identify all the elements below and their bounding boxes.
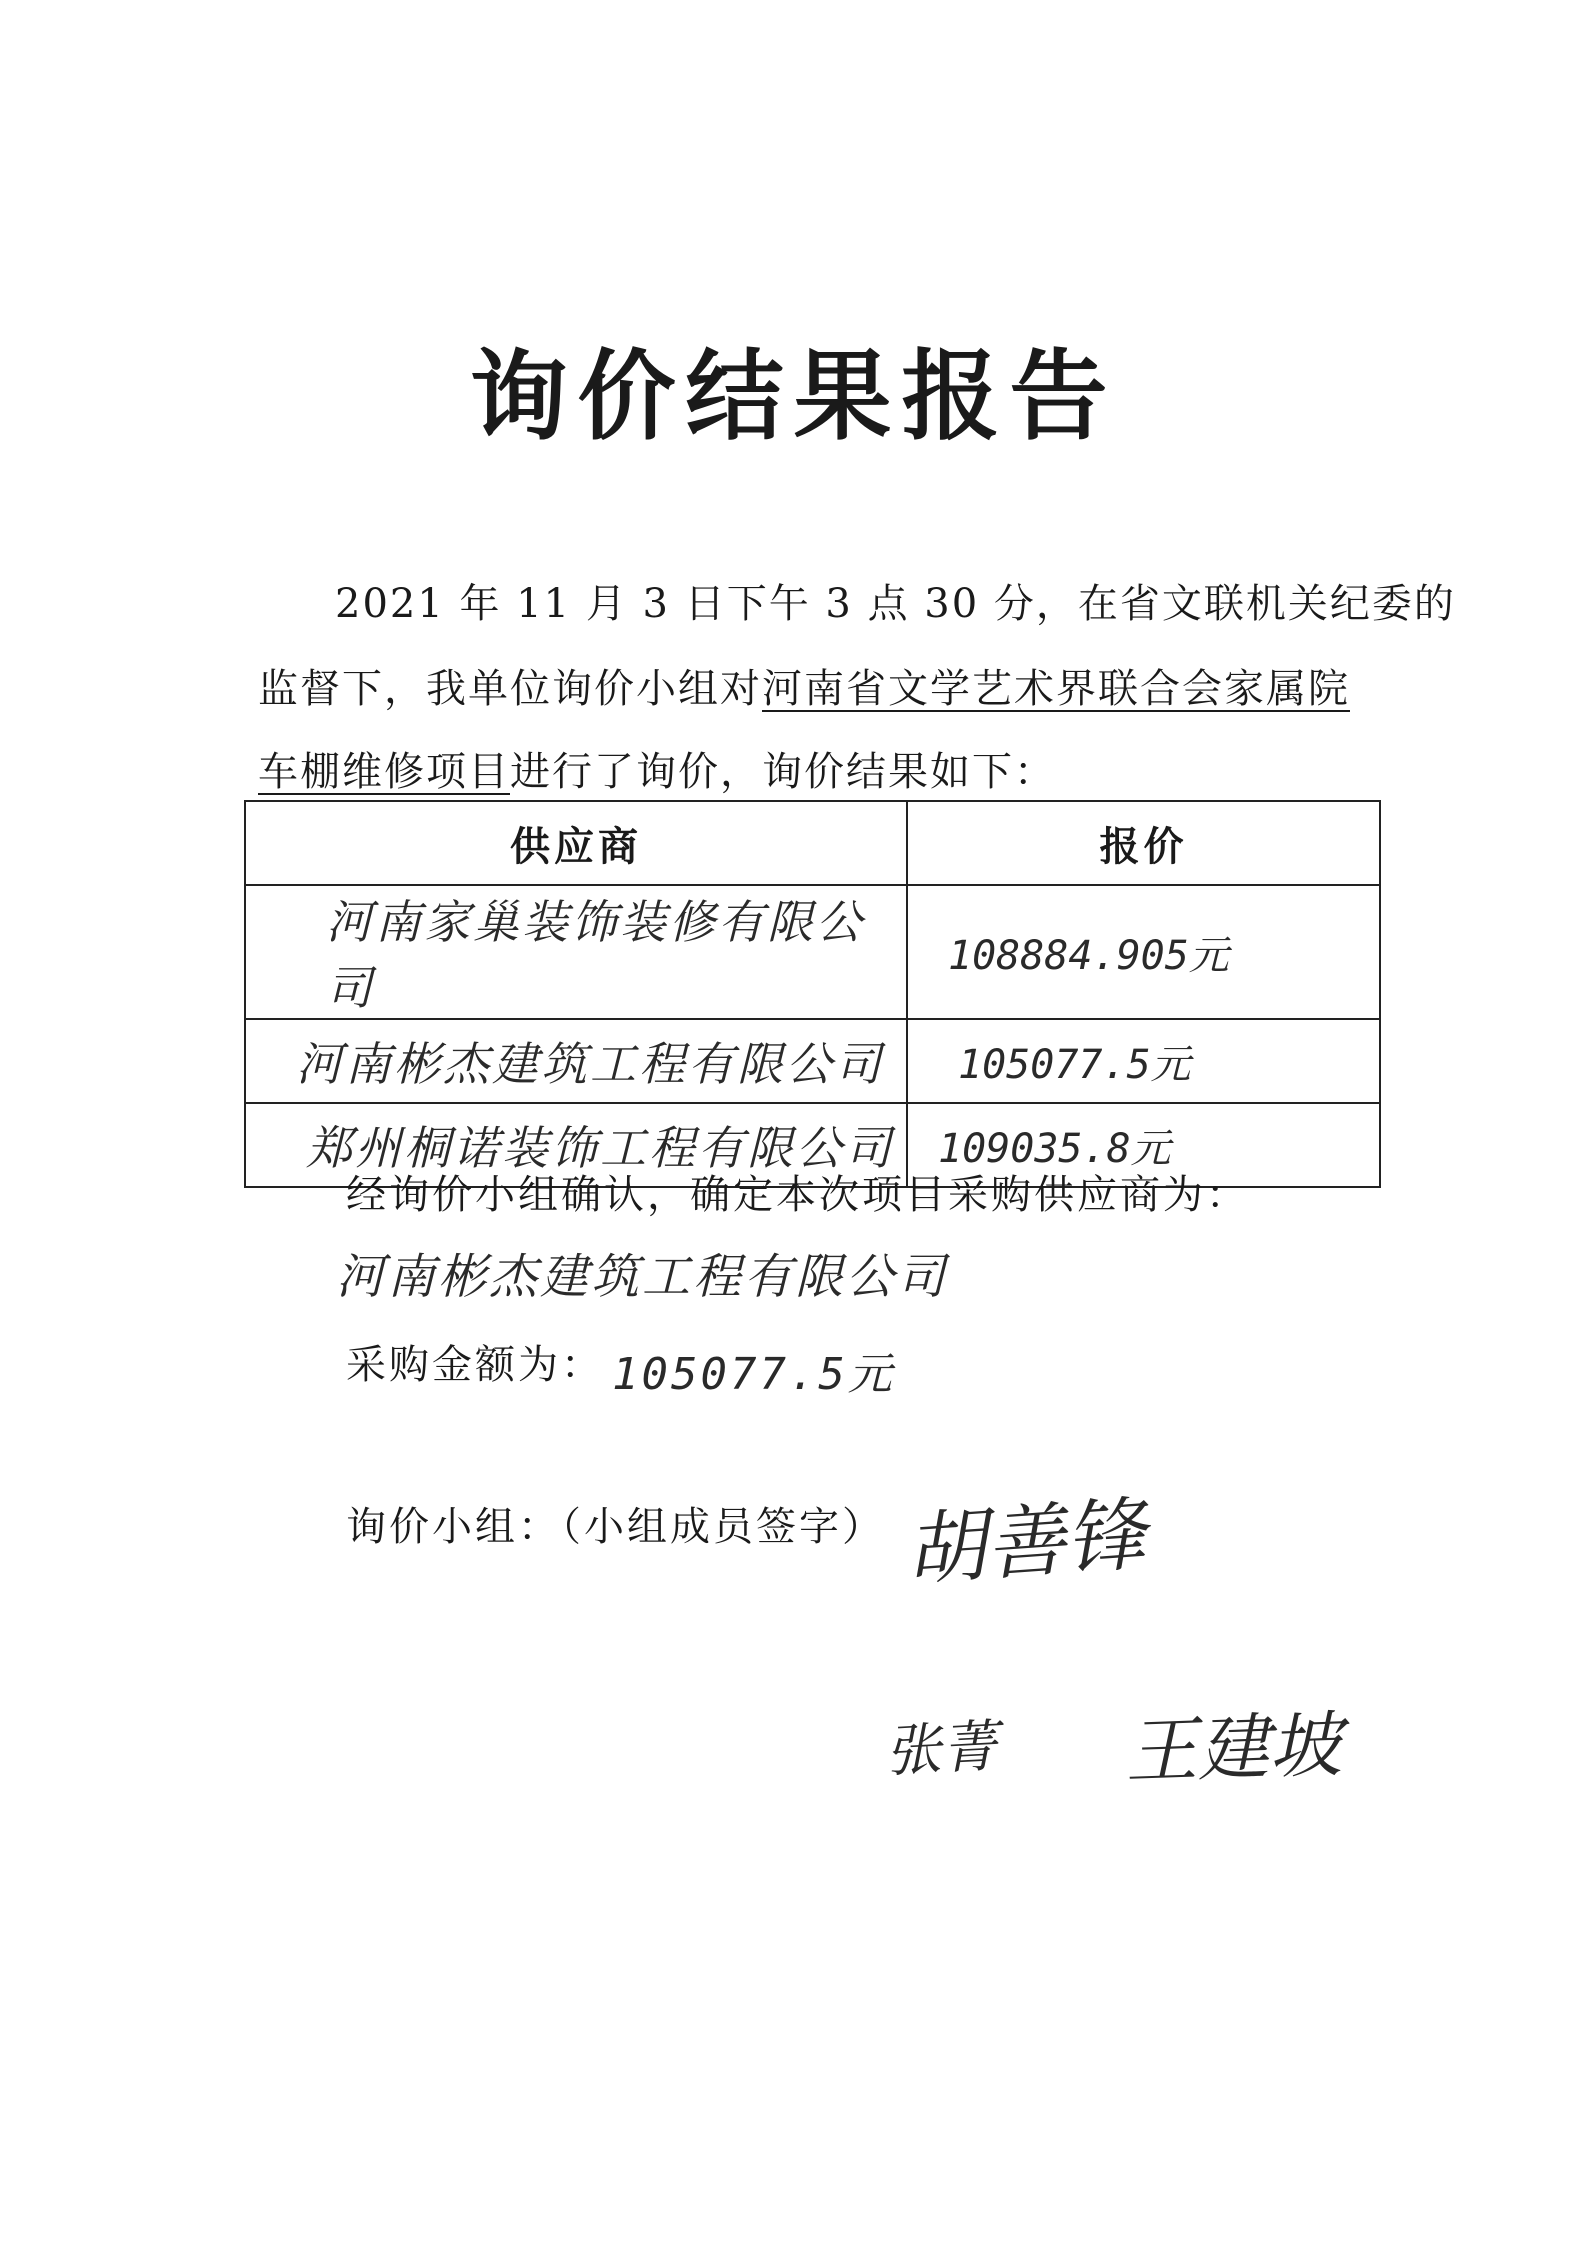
supplier-cell: 河南家巢装饰装修有限公司	[245, 885, 907, 1019]
intro-line-1: 2021 年 11 月 3 日下午 3 点 30 分，在省文联机关纪委的	[335, 581, 1456, 627]
intro-line-3	[258, 740, 1056, 797]
intro-line-3-suffix: 进行了询价，询价结果如下：	[510, 749, 1056, 795]
amount-value: 105077.5元	[612, 1349, 895, 1400]
intro-line-2	[258, 657, 1350, 714]
price-cell: 105077.5元	[907, 1019, 1380, 1103]
table-row	[245, 885, 1380, 1019]
header-price: 报价	[907, 801, 1380, 885]
signature-2: 张菁	[883, 1714, 999, 1785]
project-name-part-2: 车棚维修项目	[258, 749, 510, 795]
price-cell: 108884.905元	[907, 885, 1380, 1019]
selected-supplier: 河南彬杰建筑工程有限公司	[336, 1249, 949, 1305]
page-title: 询价结果报告	[469, 340, 1118, 454]
header-supplier: 供应商	[245, 801, 907, 885]
confirm-label: 经询价小组确认，确定本次项目采购供应商为：	[346, 1172, 1249, 1218]
signature-3: 王建坡	[1123, 1702, 1343, 1794]
amount-label: 采购金额为：	[346, 1342, 604, 1388]
price-cell: 109035.8元	[907, 1103, 1380, 1187]
quote-table	[244, 800, 1381, 1188]
signature-1: 胡善锋	[902, 1487, 1149, 1598]
table-row	[245, 1019, 1380, 1103]
group-label: 询价小组：（小组成员签字）	[346, 1504, 885, 1550]
supplier-cell: 郑州桐诺装饰工程有限公司	[245, 1103, 907, 1187]
project-name-part-1: 河南省文学艺术界联合会家属院	[762, 666, 1350, 712]
table-header-row	[245, 801, 1380, 885]
supplier-cell: 河南彬杰建筑工程有限公司	[245, 1019, 907, 1103]
intro-line-2-prefix: 监督下，我单位询价小组对	[258, 666, 762, 712]
